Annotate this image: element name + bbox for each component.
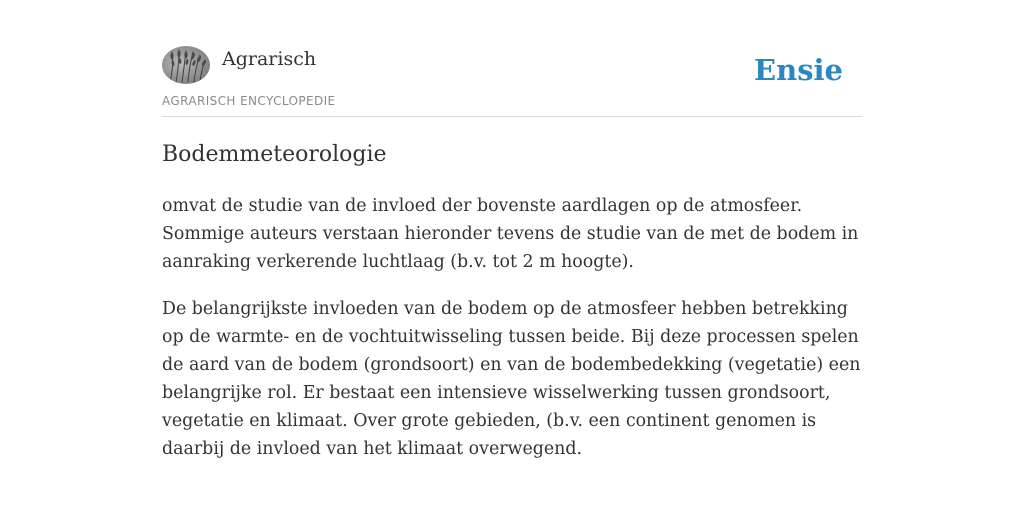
paragraph: omvat de studie van de invloed der bovenste aardlagen op de atmosfeer. Sommige auteurs verstaan hieronder tevens de studie van de met de bodem in aanraking verkerende luchtlaag (b.v. tot 2 m hoogte). [162, 196, 859, 272]
article-body [162, 192, 862, 482]
source-subtitle: AGRARISCH ENCYCLOPEDIE [162, 94, 336, 108]
paragraph: De belangrijkste invloeden van de bodem op de atmosfeer hebben betrekking op de warmte- en de vochtuitwisseling tussen beide. Bij deze processen spelen de aard van de bodem (grondsoort) en van de bodembedekking (vegetatie) een belangrijke rol. Er bestaat een intensieve wisselwerking tussen grondsoort, vegetatie en klimaat. Over grote gebieden, (b.v. een continent genomen is daarbij de invloed van het klimaat overwegend. [162, 299, 861, 459]
source-name[interactable]: Agrarisch [222, 48, 317, 70]
wheat-icon[interactable] [162, 46, 210, 84]
header [162, 44, 862, 117]
page-title: Bodemmeteorologie [162, 142, 387, 167]
brand-logo[interactable]: Ensie [754, 53, 843, 87]
